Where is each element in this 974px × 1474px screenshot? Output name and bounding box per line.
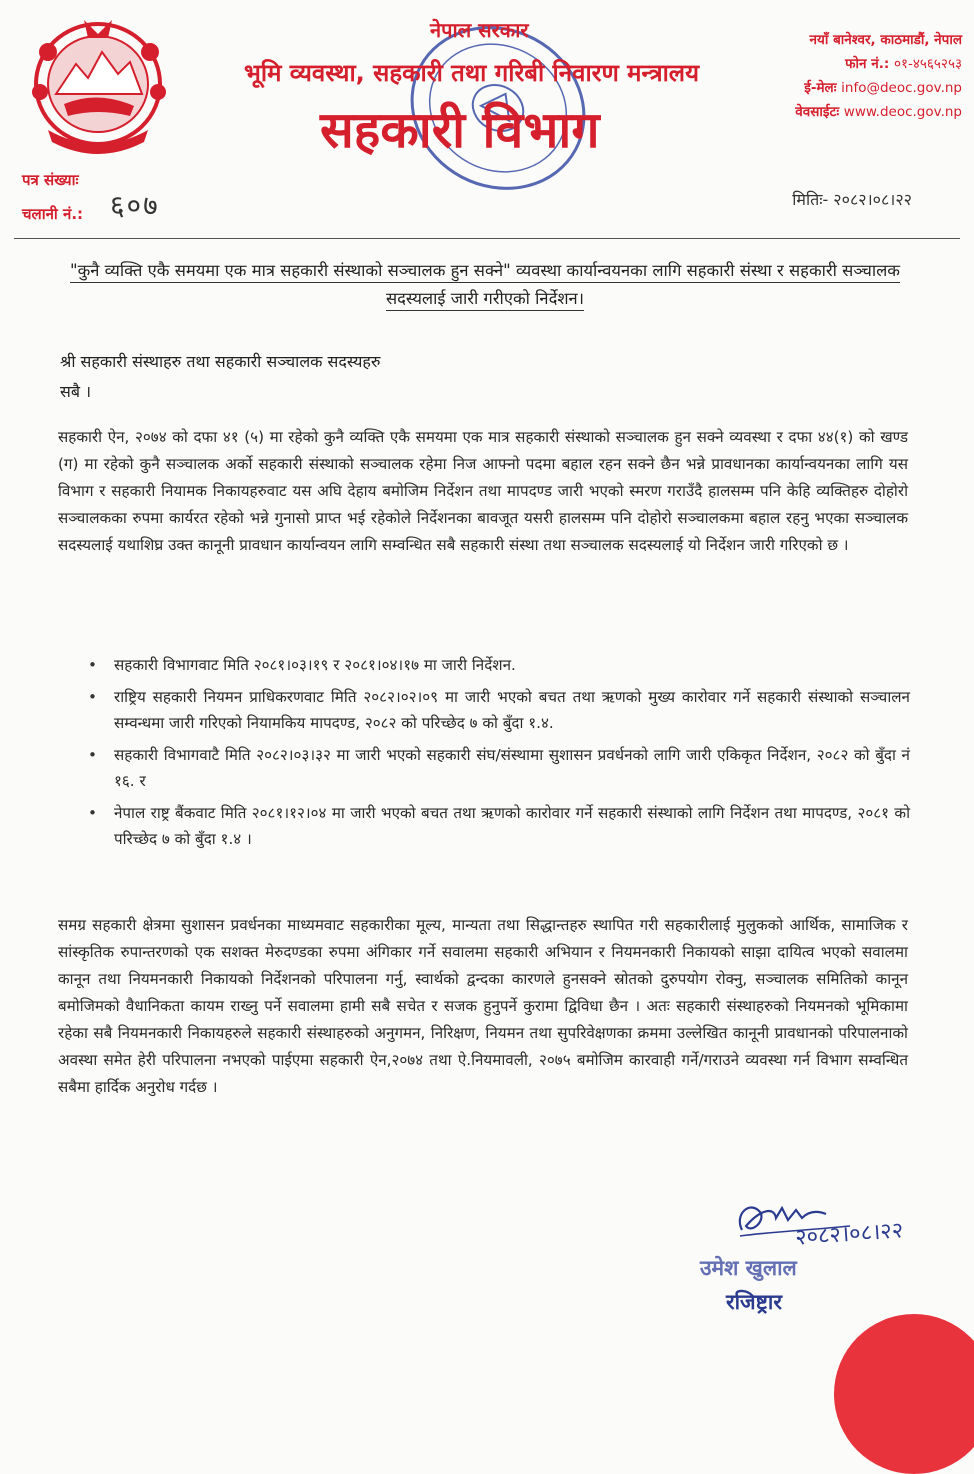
website-link[interactable]: www.deoc.gov.np — [843, 104, 962, 120]
website-line — [795, 100, 962, 124]
body-paragraph-1: सहकारी ऐन, २०७४ को दफा ४१ (५) मा रहेको कुनै व्यक्ति एकै समयमा एक मात्र सहकारी संस्थाको सञ्चालक हुन सक्ने व्यवस्था र दफा ४४(१) को खण्ड (ग) मा रहेको कुनै सञ्चालक अर्को सहकारी संस्थाको सञ्चालक रहेमा निज आफ्नो पदमा बहाल रहन सक्ने छैन भन्ने प्रावधानका कार्यान्वयनका लागि यस विभाग र सहकारी नियामक निकायहरुवाट यस अघि देहाय बमोजिम निर्देशन तथा मापदण्ड जारी भएको स्मरण गराउँदै हालसम्म पनि केहि व्यक्तिहरु दोहोरो सञ्चालकका रुपमा कार्यरत रहेको भन्ने गुनासो प्राप्त भई रहेकोले निर्देशनका बावजूत यसरी हालसम्म पनि दोहोरो सञ्चालकमा बहाल रहनु भएका सञ्चालक सदस्यलाई यथाशिघ्र उक्त कानूनी प्रावधान कार्यान्वयन लागि सम्वन्धित सबै सहकारी संस्था तथा सञ्चालक सदस्यलाई यो निर्देशन जारी गरिएको छ । — [58, 428, 908, 554]
government-title: नेपाल सरकार — [430, 18, 529, 42]
letter-date: मितिः- २०८२।०८।२२ — [792, 190, 912, 209]
list-item: • नेपाल राष्ट्र बैंकवाट मिति २०८१।१२।०४ मा जारी भएको बचत तथा ऋणको कारोवार गर्ने सहकारी संस्थाको लागि निर्देशन तथा मापदण्ड, २०८१ को परिच्छेद ७ को बुँदा १.४ । — [88, 800, 910, 852]
dispatch-number: ६०७ — [110, 189, 160, 222]
phone-line — [795, 52, 962, 76]
department-title: सहकारी विभाग — [320, 101, 600, 159]
contact-block — [795, 28, 962, 124]
body-paragraph-2: समग्र सहकारी क्षेत्रमा सुशासन प्रवर्धनका माध्यमवाट सहकारीका मूल्य, मान्यता तथा सिद्धान्तहरु स्थापित गरी सहकारीलाई मुलुकको आर्थिक, सामाजिक र सांस्कृतिक रुपान्तरणको एक सशक्त मेरुदण्डका रुपमा अंगिकार गर्ने सवालमा सहकारी अभियान र नियमनकारी निकायको साझा दायित्व भएको सवालमा कानून तथा नियमनकारी निकायको निर्देशनको परिपालना गर्नु, स्वार्थको द्वन्दका कारणले हुनसक्ने स्रोतको दुरुपयोग रोक्नु, सञ्चालक समितिको कानून बमोजिमको वैधानिकता कायम राख्नु पर्ने सवालमा हामी सबै सचेत र सजक हुनुपर्ने कुरामा द्विविधा छैन । अतः सहकारी संस्थाहरुको नियमनको भूमिकामा रहेका सबै नियमनकारी निकायहरुले सहकारी संस्थाहरुको अनुगमन, निरिक्षण, नियमन तथा सुपरिवेक्षणका क्रममा उल्लेखित कानूनी प्रावधानको परिपालनाको अवस्था समेत हेरी परिपालना नभएको पाईएमा सहकारी ऐन,२०७४ तथा ऐ.नियमावली, २०७५ बमोजिम कारवाही गर्ने/गराउने व्यवस्था गर्न विभाग सम्वन्धित सबैमा हार्दिक अनुरोध गर्दछ । — [58, 916, 908, 1096]
letter-subject — [60, 257, 910, 313]
list-item: • सहकारी विभागवाट मिति २०८१।०३।१९ र २०८१।०४।१७ मा जारी निर्देशन. — [88, 652, 910, 678]
list-item: • राष्ट्रिय सहकारी नियमन प्राधिकरणवाट मिति २०८२।०२।०९ मा जारी भएको बचत तथा ऋणको मुख्य कारोवार गर्ने सहकारी संस्थाको सञ्चालन सम्वन्धमा जारी गरिएको नियामकिय मापदण्ड, २०८२ को परिच्छेद ७ को बुँदा १.४. — [88, 684, 910, 736]
addressee-all: सबै । — [60, 382, 92, 401]
phone-number: ०१-४५६५२५३ — [893, 56, 962, 72]
signatory-title: रजिष्ट्रार — [726, 1290, 782, 1314]
email-label: ई-मेलः — [804, 80, 837, 96]
website-label: वेवसाईटः — [795, 104, 840, 120]
email-link[interactable]: info@deoc.gov.np — [841, 80, 962, 96]
addressee-block — [60, 347, 380, 407]
addressee-line: श्री सहकारी संस्थाहरु तथा सहकारी सञ्चालक सदस्यहरु — [60, 352, 381, 371]
subject-text: "कुनै व्यक्ति एकै समयमा एक मात्र सहकारी संस्थाको सञ्चालक हुन सक्ने" व्यवस्था कार्यान्वयनका लागि सहकारी संस्था र सहकारी सञ्चालक सदस्यलाई जारी गरीएको निर्देशन। — [70, 261, 900, 311]
nepal-emblem-logo — [18, 12, 178, 162]
directive-list — [88, 652, 910, 858]
dispatch-number-label: चलानी नं.: — [22, 205, 84, 223]
corner-red-mark — [834, 1314, 974, 1474]
phone-label: फोन नं.: — [845, 56, 890, 72]
office-address: नयाँ बानेश्वर, काठमाडौं, नेपाल — [809, 32, 962, 48]
list-item: • सहकारी विभागवाटै मिति २०८२।०३।३२ मा जारी भएको सहकारी संघ/संस्थामा सुशासन प्रवर्धनको लागि जारी एकिकृत निर्देशन, २०८२ को बुँदा नं १६. र — [88, 742, 910, 794]
signature-date: २०८२।०८।२२ — [794, 1218, 905, 1251]
email-line — [795, 76, 962, 100]
signatory-name: उमेश खुलाल — [700, 1256, 797, 1280]
ministry-title: भूमि व्यवस्था, सहकारी तथा गरिबी निवारण मन्त्रालय — [244, 59, 699, 87]
letter-number-label: पत्र संख्याः — [22, 171, 79, 189]
header-divider — [14, 238, 960, 239]
